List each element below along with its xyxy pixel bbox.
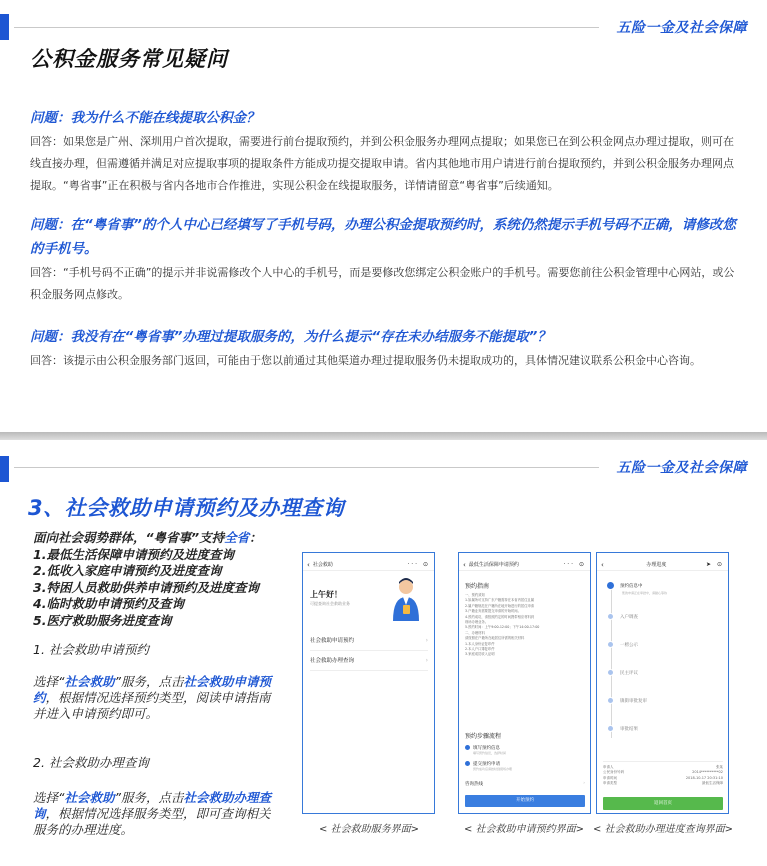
progress-step [607, 725, 638, 732]
intro-text-part: 面向社会弱势群体，“粤省事”支持 [33, 530, 225, 545]
faq-question: 问题：我没有在“粤省事”办理过提取服务的，为什么提示“存在未办结服务不能提取”？ [30, 329, 551, 345]
phone-screenshot-progress [596, 552, 729, 814]
guide-line: 4.预约成功，请按照约定的时间携带相应材料到 [465, 614, 535, 619]
nav-bar [303, 559, 434, 571]
flow-step [465, 745, 506, 755]
faq-answer: 回答：“手机号码不正确”的提示并非说需修改个人中心的手机号，而是要修改您绑定公积金账户的手机号。需要您前往公积金管理中心网站，或公积金服务网点修改。 [30, 266, 735, 301]
step-highlight: 社会救助办理查询 [33, 790, 271, 821]
chevron-right-icon: › [425, 637, 428, 644]
faq-question: 问题：在“粤省事”的个人中心已经填写了手机号码，办理公积金提取预约时，系统仍然提示手机号码不正确，请修改您的手机号。 [30, 217, 736, 257]
info-value: 2018-10-17 20:31:10 [685, 775, 723, 780]
progress-step [607, 697, 647, 704]
page-title: 公积金服务常见疑问 [30, 47, 228, 71]
nav-bar [597, 559, 728, 571]
caption: < 社会救助申请预约界面> [464, 824, 584, 835]
section-tag: 五险一金及社会保障 [616, 460, 747, 476]
guide-line: 2.属户籍规范在户籍所在地开始进行的居住申请 [465, 603, 535, 608]
menu-item-query[interactable] [310, 651, 428, 671]
service-item: 3.特困人员救助供养申请预约及进度查询 [33, 579, 259, 595]
guide-line: 二、办理材料 [465, 630, 485, 635]
guide-line: 现场办理业务。 [465, 620, 489, 625]
back-icon[interactable]: ‹ [463, 560, 466, 569]
caption: < 社会救助服务界面> [319, 824, 419, 835]
progress-step-label: 一榜公示 [620, 643, 638, 648]
step-highlight: 社会救助 [64, 790, 115, 805]
nav-title: 社会救助 [312, 562, 333, 568]
caption: < 社会救助办理进度查询界面> [593, 824, 733, 835]
section-tag: 五险一金及社会保障 [616, 20, 747, 36]
progress-step [607, 581, 667, 595]
step-dot-icon [607, 613, 614, 620]
progress-step-label: 入户调查 [620, 615, 638, 620]
flow-step-sub: 预约成功后请按时到现场办理 [473, 767, 513, 771]
faq-question: 问题：我为什么不能在线提取公积金？ [30, 110, 260, 126]
start-appointment-button[interactable]: 开始预约 [465, 795, 585, 807]
hotline-row[interactable] [465, 781, 585, 787]
step-text: ”服务，点击 [114, 674, 184, 689]
accent-bar [0, 14, 9, 40]
phone-screenshot-service [302, 552, 435, 814]
step-dot-icon [465, 745, 470, 750]
service-item: 1.最低生活保障申请预约及进度查询 [33, 546, 234, 562]
back-icon[interactable]: ‹ [307, 560, 310, 569]
greeting: 上午好！ [310, 590, 342, 599]
step-dot-icon [607, 725, 614, 732]
progress-step-label: 审批结果 [620, 727, 638, 732]
guide-line: 1.本人身份证复印件 [465, 641, 495, 646]
flow-step-label: 填写预约信息 [473, 746, 500, 751]
location-icon[interactable]: ➤ ⊙ [706, 561, 724, 568]
step-text: ，根据情况选择服务类型，即可查询相关服务的办理进度。 [33, 806, 271, 837]
guide-line: 2.本人户口簿复印件 [465, 647, 495, 652]
intro-highlight: 全省 [224, 530, 250, 545]
step-highlight: 社会救助 [64, 674, 115, 689]
accent-bar [0, 456, 9, 482]
intro-text [33, 530, 283, 547]
step-highlight: 社会救助申请预约 [33, 674, 271, 705]
step-dot-icon [607, 669, 614, 676]
more-icon[interactable]: ··· ⊙ [563, 561, 586, 568]
flow-step-label: 提交预约申请 [473, 762, 500, 767]
menu-item-label: 社会救助申请预约 [310, 638, 355, 644]
intro-text-part: ： [249, 530, 262, 545]
progress-step-sub: 您的申请正在审批中，请耐心等待 [622, 591, 668, 595]
header-line [14, 467, 599, 468]
progress-step [607, 669, 638, 676]
timeline-line [611, 583, 612, 738]
faq-answer: 回答：该提示由公积金服务部门返回，可能由于您以前通过其他渠道办理过提取服务仍未提取成功的，具体情况建议联系公积金中心咨询。 [30, 354, 701, 367]
nav-title: 最低生活保障申请预约 [468, 562, 519, 568]
step-title: 1. 社会救助申请预约 [33, 642, 149, 657]
return-home-button[interactable]: 返回首页 [603, 797, 723, 810]
nav-bar [459, 559, 590, 571]
header-line [14, 27, 599, 28]
progress-step-label: 民主评议 [620, 671, 638, 676]
menu-item-apply[interactable] [310, 631, 428, 651]
progress-step [607, 641, 638, 648]
menu-item-label: 社会救助办理查询 [310, 658, 355, 664]
info-key: 申请时间 [603, 775, 617, 780]
guide-line: 请按照在户籍所在地居住所需的相关材料 [465, 636, 525, 641]
guide-line: 1.如属所可支持广东户籍需持在本省内居住且属 [465, 598, 535, 603]
step-dot-icon [607, 697, 614, 704]
step-text: 选择“ [33, 790, 65, 805]
info-key: 申请类型 [603, 781, 617, 786]
person-illustration-icon [385, 575, 425, 623]
progress-step-label: 预约信息中 [620, 584, 643, 589]
step-description [33, 790, 273, 838]
service-list [33, 547, 283, 630]
faq-item [30, 106, 742, 197]
service-item: 2.低收入家庭申请预约及进度查询 [33, 563, 222, 578]
phone-screenshot-appointment [458, 552, 591, 814]
faq-item [30, 325, 742, 372]
info-value: 张某 [716, 765, 723, 769]
step-dot-icon [607, 641, 614, 648]
info-value: 2014**********02 [692, 770, 723, 775]
guide-line: 5.预约时间：上午9:00-12:00；下午14:00-17:00 [465, 625, 540, 630]
progress-step [607, 613, 638, 620]
step-text: 选择“ [33, 674, 65, 689]
step-dot-icon [465, 761, 470, 766]
info-key: 公民身份号码 [603, 770, 624, 775]
guide-line: 3.户籍业务需要提交申请的开始时间。 [465, 609, 521, 614]
chevron-right-icon: › [425, 657, 428, 664]
info-value: 最低生活保障 [702, 781, 723, 786]
flow-title: 预约步骤流程 [465, 733, 502, 740]
slide-separator [0, 432, 767, 440]
guide-line: 3.家庭成员收入证明 [465, 652, 495, 657]
description-column [33, 530, 283, 837]
service-item: 5.医疗救助服务进度查询 [33, 612, 172, 628]
faq-item [30, 213, 742, 306]
back-icon[interactable]: ‹ [601, 560, 604, 569]
info-row [603, 781, 723, 786]
flow-step-sub: 填写预约信息，选择时间 [473, 751, 507, 755]
info-key: 申请人 [603, 765, 614, 769]
service-item: 4.临时救助申请预约及查询 [33, 596, 184, 611]
greeting-subtitle: 可提查询社会救助业务 [310, 601, 350, 606]
guide-text [465, 593, 577, 658]
application-info [603, 761, 723, 787]
faq-slide [0, 0, 767, 432]
progress-step-label: 镇街审批复审 [620, 699, 647, 704]
social-assistance-slide [0, 440, 767, 866]
chevron-right-icon: › [583, 781, 585, 786]
step-dot-icon [606, 581, 615, 590]
step-title: 2. 社会救助办理查询 [33, 755, 149, 770]
faq-answer: 回答：如果您是广州、深圳用户首次提取，需要进行前台提取预约，并到公积金服务办理网点提取；如果您已在到公积金网点办理过提取，则可在线直接办理，但需遵循并满足对应提取事项的提取条件方能成功提交提取申请。省内其他地市用户请进行前台提取预约，并到公积金服务办理网点提取。“粤省事”正在积极与省内各地市合作推进，实现公积金在线提取服务，详情请留意“粤省事”后续通知。 [30, 135, 734, 192]
step-text: ，根据情况选择预约类型，阅读申请指南并进入申请预约即可。 [33, 690, 271, 721]
nav-title: 办理进度 [646, 562, 667, 568]
guide-line: 一、预约须知 [465, 593, 485, 597]
hotline-label: 咨询热线 [465, 782, 483, 787]
flow-step [465, 761, 512, 771]
page-title: 3、社会救助申请预约及办理查询 [28, 496, 345, 520]
step-description [33, 674, 273, 722]
guide-title: 预约指南 [465, 583, 490, 590]
step-text: ”服务，点击 [114, 790, 184, 805]
more-icon[interactable]: ··· ⊙ [407, 561, 430, 568]
